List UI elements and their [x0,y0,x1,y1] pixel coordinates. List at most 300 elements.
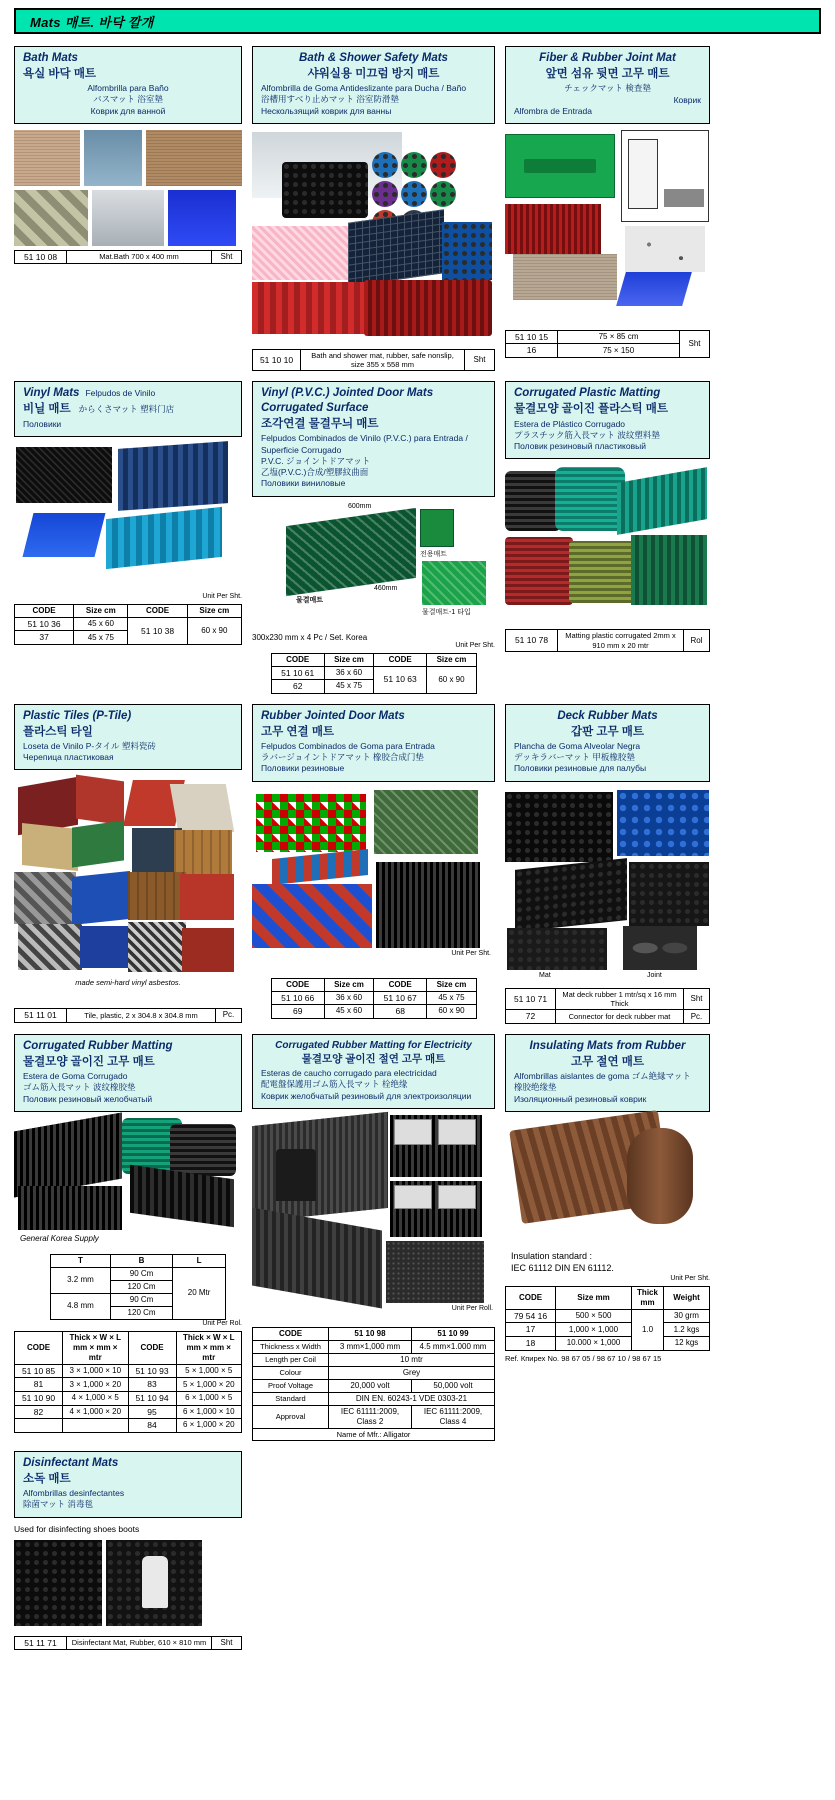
cell-size: 45 x 75 [74,631,128,645]
title-es: Alfombra de Entrada [514,105,592,116]
cell-val-2: 50,000 volt [412,1379,495,1392]
cell-desc: Mat deck rubber 1 mtr/sq x 16 mm Thick [556,988,684,1010]
photo-texture-detail [386,1241,484,1303]
title-en: Corrugated Rubber Matting [23,1039,173,1052]
photo-sheet-teal [617,467,707,535]
title-es: Estera de Plástico Corrugado [514,418,626,429]
cell-size-2: 60 x 90 [187,617,241,644]
cell-code: 51 10 10 [253,349,301,371]
title-ja: からくさマット 塑料门店 [78,404,175,415]
cell-dims-2: 6 × 1,000 × 20 [176,1419,242,1433]
header-code-2: CODE [373,653,426,666]
title-box-disinfectant [14,1451,242,1518]
title-ko: 물결모양 골이진 플라스틱 매트 [514,403,669,416]
table-header-row [253,1327,495,1340]
disc-green [401,152,427,178]
cell-code: 51 10 08 [15,250,67,264]
cell-val-span: 10 mtr [329,1353,495,1366]
title-ja: バスマット 浴室墊 [93,94,163,105]
table-row [506,988,710,1010]
title-en: Vinyl (P.V.C.) Jointed Door Mats [261,387,434,400]
row-3 [14,704,821,1024]
title-en: Deck Rubber Mats [557,709,658,722]
title-ru: Половик резиновый желобчатый [23,1093,153,1104]
photo-roll-end [627,1128,693,1224]
cell-code-2: 51 10 63 [373,666,426,693]
header-l: L [173,1254,226,1267]
tile-green [72,820,124,867]
table-corrugated-rubber-mini [50,1254,226,1320]
title-es: Alfombrilla para Baño [87,83,169,94]
table-row [15,250,242,264]
cell-dims: 4 × 1,000 × 20 [63,1405,129,1419]
tile-blue-2 [80,926,132,968]
photos-vinyl-mats [14,443,242,593]
cell-label: Standard [253,1392,329,1405]
title-box-insulating [505,1034,710,1112]
unit-note: Unit Per Sht. [451,949,491,957]
cell-t: 4.8 mm [51,1293,111,1319]
cell-code: 51 10 85 [15,1364,63,1378]
table-header-row [271,978,476,991]
header-code: CODE [271,978,324,991]
cell-val-1: IEC 61111:2009, Class 2 [329,1405,412,1428]
table-corrugated-electricity [252,1327,495,1441]
photo-label-3 [394,1185,432,1209]
label-joint: Joint [647,971,662,979]
title-box-bath-mats [14,46,242,124]
disc-blue-2 [401,181,427,207]
photo-black-roll [170,1124,236,1176]
cell-code: 51 10 71 [506,988,556,1010]
photos-vinyl-pvc [252,503,495,631]
title-ru: Черепица пластиковая [23,752,114,762]
photo-caption: General Korea Supply [20,1233,99,1243]
title-ru: Половики резиновые [261,763,345,774]
photo-label-2 [438,1119,476,1145]
table-corrugated-rubber [14,1331,242,1433]
title-en: Vinyl Mats [23,387,80,400]
title-en: Bath & Shower Safety Mats [299,52,448,64]
cell-code: 51 10 15 [506,330,558,344]
photo-roll-teal [555,467,625,531]
table-row [15,1419,242,1433]
section-fiber-rubber-joint [505,46,710,358]
cell-b: 90 Cm [110,1293,172,1306]
photo-vinyl-blue [23,513,106,557]
cell-size: 500 × 500 [556,1309,632,1323]
cell-code: 51 10 66 [271,991,324,1005]
label-tag-1: 전용매트 [420,550,448,558]
cell-desc: Disinfectant Mat, Rubber, 610 × 810 mm [67,1636,212,1650]
title-box-vinyl-mats [14,381,242,436]
title-es: Alfombrillas desinfectantes [23,1488,125,1499]
title-box-deck-rubber [505,704,710,782]
photo-bath-mat-1 [14,130,80,186]
title-en: Insulating Mats from Rubber [529,1039,686,1052]
label-460mm: 460mm [374,584,398,592]
table-row [253,1366,495,1379]
title-es: Esteras de caucho corrugado para electricidad [261,1068,437,1079]
cell-val-1: 20,000 volt [329,1379,412,1392]
cell-dims-2: 6 × 1,000 × 5 [176,1391,242,1405]
table-plastic-tiles [14,1008,242,1023]
cell-dims: 3 × 1,000 × 20 [63,1378,129,1392]
cell-size: 45 x 60 [324,1005,373,1019]
title-es: Plancha de Goma Alveolar Negra [514,740,641,751]
photo-vinyl-blue-dark [118,441,228,511]
table-row [15,1636,242,1650]
cell-code: 51 11 71 [15,1636,67,1650]
table-vinyl-mats [14,604,242,645]
cell-size: 75 × 85 cm [558,330,680,344]
table-row [253,1340,495,1353]
header-code: CODE [253,1327,329,1340]
cell-size: 1,000 × 1,000 [556,1323,632,1337]
table-vinyl-pvc [271,653,477,694]
photo-grid-mat [348,209,444,286]
photo-boot [276,1149,316,1201]
table-row [253,1405,495,1428]
title-en-2: Corrugated Surface [261,402,369,415]
photo-grey-ribbed-mat [252,1111,388,1221]
cell-label: Colour [253,1366,329,1379]
photo-green-rubber [374,790,478,854]
table-row [15,1391,242,1405]
title-en: Corrugated Plastic Matting [514,387,661,400]
header-code-2: CODE [128,604,187,617]
title-box-plastic-tiles [14,704,242,770]
cell-code-2: 84 [128,1419,176,1433]
tile-red-3 [180,874,234,920]
tile-checker-3 [128,922,186,972]
cell-desc: Mat.Bath 700 x 400 mm [67,250,212,264]
title-ja: ゴム筋入長マット 波纹橡胶垫 [23,1082,136,1093]
table-row [253,349,495,371]
photo-black-rubber [376,862,480,948]
header-code-98: 51 10 98 [329,1327,412,1340]
photo-beige-mat [513,254,617,300]
title-ru: Половики [23,418,62,429]
title-es: Estera de Goma Corrugado [23,1071,128,1082]
cell-code-2: 51 10 94 [128,1391,176,1405]
photo-black-ribbed-sheet [14,1112,122,1197]
sketch-door [628,139,658,209]
unit-note: Unit Per Roll. [451,1304,493,1312]
cell-weight: 30 grm [664,1309,710,1323]
photo-bath-mat-2 [84,130,142,186]
cell-t: 3.2 mm [51,1267,111,1293]
unit-note: Unit Per Sht. [455,641,495,649]
table-fiber-joint [505,330,710,358]
photos-corrugated-plastic [505,465,710,625]
cell-code [15,1419,63,1433]
photo-pvc-swatch-green [420,509,454,547]
photo-shower-mat-holes [282,162,368,218]
photo-pink-mat [252,226,356,280]
title-ja: プラスチック筋入長マット 波纹塑料墊 [514,429,660,440]
cell-unit: Sht [684,988,710,1010]
table-row [506,630,710,652]
table-row [15,1364,242,1378]
title-ko: 물결모양 골이진 절연 고무 매트 [301,1052,446,1065]
header-weight: Weight [664,1286,710,1309]
photo-blue-mat [616,272,692,306]
disc-blue [372,152,398,178]
photos-plastic-tiles [14,776,242,1004]
title-es: Alfombrilla de Goma Antideslizante para Ducha / Baño [261,83,467,94]
header-code-2: CODE [373,978,426,991]
cell-unit: Rol [684,630,710,652]
photo-bath-mat-5 [92,190,164,246]
photo-green-mat-text [524,159,596,173]
tile-wood-2 [128,872,186,920]
photo-label-1 [394,1119,432,1145]
cell-size: 36 x 60 [324,666,373,680]
cell-code-2: 51 10 67 [373,991,426,1005]
title-box-vinyl-pvc [252,381,495,496]
photo-dirt-diagram [625,226,705,272]
title-en: Bath Mats [23,52,78,64]
title-ru: Изоляционный резиновый коврик [514,1093,647,1104]
section-insulating-mats [505,1034,710,1363]
cell-size: 45 x 75 [324,680,373,694]
photo-roll-red [505,537,573,605]
photo-stacked-tiles [272,848,368,884]
unit-note: Unit Per Sht. [202,592,242,600]
table-bath-mats [14,250,242,265]
photo-bath-mat-6 [168,190,236,246]
photo-checker-mat [256,794,366,852]
table-header-row [15,604,242,617]
disc-green-2 [430,181,456,207]
photo-sheet-green [631,535,707,605]
cell-code: 81 [15,1378,63,1392]
cell-label: Approval [253,1405,329,1428]
photo-bath-mat-4 [14,190,88,246]
title-ko: 소독 매트 [23,1472,71,1485]
table-row [253,1353,495,1366]
table-row [253,1428,495,1440]
title-ja: 配電盤保護用ゴム筋入長マット 栓绝缘 [261,1079,408,1090]
photo-sample-2 [390,1181,482,1237]
title-ru: Половик резиновый пластиковый [514,441,646,452]
header-code: CODE [506,1286,556,1309]
title-ja: チェックマット 検査墊 [564,83,651,94]
cell-mfr: Name of Mfr.: Alligator [253,1428,495,1440]
cell-val-1: 3 mm×1,000 mm [329,1340,412,1353]
photo-red-fiber-mat [505,204,601,254]
cell-val-2: IEC 61111:2009, Class 4 [412,1405,495,1428]
table-row [271,1005,476,1019]
tile-tan [22,823,78,871]
header-code: CODE [15,604,74,617]
table-row [253,1392,495,1405]
cell-b: 90 Cm [110,1267,172,1280]
title-box-rubber-jointed [252,704,495,782]
label-tag-2: 물결매트-1 타입 [422,608,471,616]
cell-code: 17 [506,1323,556,1337]
title-es: Loseta de Vinilo P-タイル 塑料瓷砖 [23,740,156,751]
photo-roll-black [505,471,561,531]
reference-note: Ref. Кпирех No. 98 67 05 / 98 67 10 / 98 67 15 [505,1353,662,1363]
title-box-corrugated-plastic [505,381,710,459]
title-ja: 乙塩(P.V.C.)合成/塑膠紋曲面 [261,467,369,478]
tile-red-4 [182,928,234,972]
photo-shoe [142,1556,168,1608]
section-disinfectant-mats [14,1451,242,1650]
photo-joint-connectors [623,926,697,970]
cell-code-2: 95 [128,1405,176,1419]
title-es: Alfombrillas aislantes de goma ゴム絶縁マット [514,1071,691,1082]
cell-code: 72 [506,1010,556,1024]
cell-b: 120 Cm [110,1280,172,1293]
section-corrugated-rubber [14,1034,242,1433]
photo-deck-mat-blue [617,790,709,856]
cell-desc: Matting plastic corrugated 2mm x 910 mm x 20 mtr [558,630,684,652]
cell-code: 16 [506,344,558,358]
title-ja: 除菌マット 消毒毯 [23,1499,94,1510]
table-deck-rubber [505,988,710,1024]
section-vinyl-mats [14,381,242,644]
tile-blue [72,871,130,925]
label-name-ko: 물결매트 [296,596,324,604]
cell-dims: 4 × 1,000 × 5 [63,1391,129,1405]
section-corrugated-plastic [505,381,710,651]
usage-note: Used for disinfecting shoes boots [14,1523,140,1534]
tile-checker-2 [18,924,82,970]
cell-size-2: 60 x 90 [427,666,476,693]
table-row [253,1379,495,1392]
header-size-2: Size cm [427,653,476,666]
photo-vinyl-black [16,447,112,503]
cell-code: 51 10 90 [15,1391,63,1405]
cell-val-span: Grey [329,1366,495,1379]
title-ko: 앞면 섬유 뒷면 고무 매트 [545,67,670,80]
cell-dims-2: 5 × 1,000 × 5 [176,1364,242,1378]
photo-caption: 300x230 mm x 4 Pc / Set. Korea [252,632,368,642]
title-ko: 욕실 바닥 매트 [23,67,97,80]
header-size: Size cm [324,653,373,666]
title-ru: Коврик [673,94,701,105]
header-size-2: Size cm [187,604,241,617]
cell-thick: 1.0 [632,1309,664,1350]
photo-green-mat [505,134,615,198]
cell-code-2: 68 [373,1005,426,1019]
title-ko: 비닐 매트 [23,403,71,416]
table-header-row [506,1286,710,1309]
title-box-bath-shower [252,46,495,124]
cell-unit: Pc. [684,1010,710,1024]
photos-insulating [505,1118,710,1250]
photo-pvc-green-mat [286,507,416,595]
section-bath-mats [14,46,242,264]
header-b: B [110,1254,172,1267]
header-size: Size cm [74,604,128,617]
title-ja: 橡胶绝缘垫 [514,1082,557,1093]
title-ko: 조각연결 물결무늬 매트 [261,418,379,431]
table-row [51,1267,226,1280]
cell-dims-2: 5 × 1,000 × 20 [176,1378,242,1392]
photo-black-sheet [18,1186,122,1230]
cell-val-2: 4.5 mm×1.000 mm [412,1340,495,1353]
cell-code: 69 [271,1005,324,1019]
photo-deck-mat-black [505,792,613,862]
cell-dims [63,1419,129,1433]
title-ru: Коврик желобчатый резиновый для электроизоляции [261,1090,472,1101]
photos-corrugated-rubber [14,1118,242,1250]
cell-code: 51 11 01 [15,1009,67,1023]
photo-red-roll [252,282,372,334]
title-ko: 갑판 고무 매트 [570,725,645,738]
header-t: T [51,1254,111,1267]
table-row [506,1309,710,1323]
photo-blue-red-tiles [252,884,372,948]
standard-line-1: Insulation standard : [511,1250,593,1261]
photo-sample-1 [390,1115,482,1177]
table-row [506,344,710,358]
section-corrugated-electricity [252,1034,495,1441]
table-rubber-jointed [271,978,477,1019]
cell-l: 20 Mtr [173,1267,226,1319]
table-header-row [15,1331,242,1364]
section-plastic-tiles [14,704,242,1023]
photo-red-mat [364,280,492,336]
header-thick: Thick mm [632,1286,664,1309]
photo-bath-mat-3 [146,130,242,186]
title-en: Corrugated Rubber Matting for Electricity [275,1039,472,1051]
table-corrugated-plastic [505,629,710,652]
unit-note: Unit Per Rol. [202,1319,242,1327]
photos-rubber-jointed [252,788,495,974]
table-header-row [271,653,476,666]
label-mat: Mat [539,971,551,979]
standard-line-2: IEC 61112 DIN EN 61112. [511,1263,614,1274]
cell-code: 62 [271,680,324,694]
photo-mat-sample [507,928,607,970]
cell-weight: 1.2 kgs [664,1323,710,1337]
title-es: Felpudos Combinados de Vinilo (P.V.C.) para Entrada / Superficie Corrugado [261,433,468,455]
table-row [271,666,476,680]
row-2 [14,381,821,693]
table-header-row [51,1254,226,1267]
cell-dims: 3 × 1,000 × 10 [63,1364,129,1378]
header-size: Size cm [324,978,373,991]
title-box-fiber-joint [505,46,710,124]
unit-note: Unit Per Sht. [670,1274,710,1282]
photo-door-sketch [621,130,709,222]
cell-desc: Tile, plastic, 2 x 304.8 x 304.8 mm [67,1009,216,1023]
photos-bath-shower [252,130,495,345]
section-deck-rubber [505,704,710,1024]
title-ru: Половики виниловые [261,478,346,489]
photo-disinfect-mat-1 [14,1540,102,1626]
page-banner [14,8,821,34]
cell-code-2: 51 10 38 [128,617,187,644]
header-size: Size mm [556,1286,632,1309]
cell-code: 51 10 36 [15,617,74,631]
title-ja: ラバージョイントドアマット 橡胶合成门垫 [261,752,424,762]
cell-code: 82 [15,1405,63,1419]
cell-code-2: 83 [128,1378,176,1392]
cell-label: Length per Coil [253,1353,329,1366]
header-code: CODE [271,653,324,666]
cell-code-2: 51 10 93 [128,1364,176,1378]
photo-blue-holes [442,222,492,280]
section-rubber-jointed [252,704,495,1019]
title-box-corrugated-electricity [252,1034,495,1109]
cell-unit: Sht [465,349,495,371]
